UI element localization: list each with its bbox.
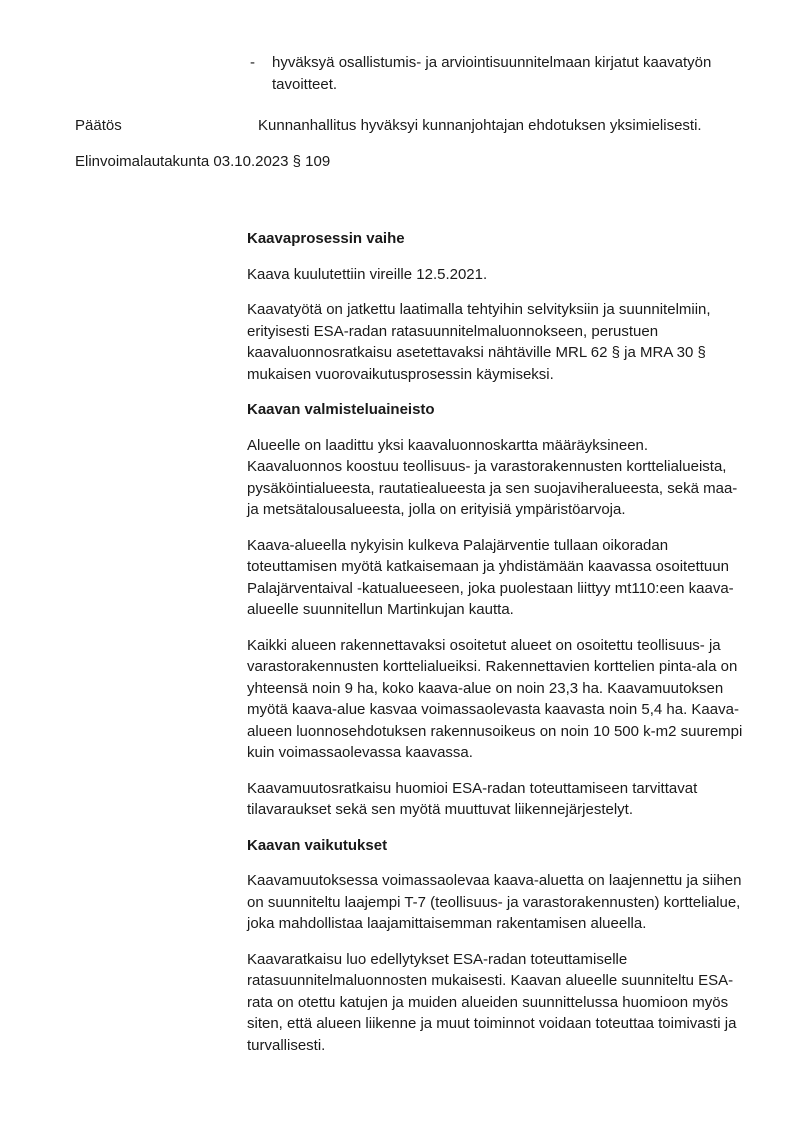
paragraph: Kaikki alueen rakennettavaksi osoitetut alueet on osoitettu teollisuus- ja varastorakennusten korttelialueiksi. Rakennettavien korttelien pinta-ala on yhteensä noin 9 ha, koko kaava-alue on noin 23,3 ha. Kaavamuutoksen myötä kaava-alue kasvaa voimassaolevasta kaavasta noin 5,4 ha. Kaava-alueen luonnosehdotuksen rakennusoikeus on noin 10 500 k-m2 suurempi kuin voimassaolevassa kaavassa. xyxy=(247,636,743,761)
paragraph: Alueelle on laadittu yksi kaavaluonnoskartta määräyksineen. Kaavaluonnos koostuu teollisuus- ja varastorakennusten korttelialueista, pysäköintialueesta, rautatiealueesta ja sen suojaviheralueesta, sekä maa- ja metsätalousalueesta, jolla on erityisiä ympäristöarvoja. xyxy=(247,436,738,518)
paragraph: Kaavamuutoksessa voimassaolevaa kaava-aluetta on laajennettu ja siihen on suunniteltu laajempi T-7 (teollisuus- ja varastorakennusten) korttelialue, joka mahdollistaa laajamittaisemman rakentamisen alueella. xyxy=(247,872,742,932)
bullet-text: hyväksyä osallistumis- ja arviointisuunnitelmaan kirjatut kaavatyön tavoitteet. xyxy=(272,54,712,93)
decision-row xyxy=(75,115,794,137)
decision-label: Päätös xyxy=(75,117,122,134)
section-heading-kaavaprosessin-vaihe: Kaavaprosessin vaihe xyxy=(247,230,405,247)
section-heading-kaavan-valmisteluaineisto: Kaavan valmisteluaineisto xyxy=(247,401,435,418)
section-heading-kaavan-vaikutukset: Kaavan vaikutukset xyxy=(247,836,388,854)
committee-heading: Elinvoimalautakunta 03.10.2023 § 109 xyxy=(75,152,331,170)
paragraph: Kaavamuutosratkaisu huomioi ESA-radan toteuttamiseen tarvittavat tilavaraukset sekä sen myötä muuttuvat liikennejärjestelyt. xyxy=(247,779,698,818)
decision-text: Kunnanhallitus hyväksyi kunnanjohtajan ehdotuksen yksimielisesti. xyxy=(258,117,702,134)
document-body xyxy=(247,228,744,1056)
paragraph: Kaava kuulutettiin vireille 12.5.2021. xyxy=(247,265,488,283)
paragraph: Kaavatyötä on jatkettu laatimalla tehtyihin selvityksiin ja suunnitelmiin, erityisesti ESA-radan ratasuunnitelmaluonnokseen, perustuen kaavaluonnosratkaisu asetettavaksi nähtäville MRL 62 § ja MRA 30 § mukaisen vuorovaikutusprosessin käymiseksi. xyxy=(247,301,711,383)
paragraph: Kaavaratkaisu luo edellytykset ESA-radan toteuttamiselle ratasuunnitelmaluonnosten mukaisesti. Kaavan alueelle suunniteltu ESA-rata on otettu katujen ja muiden alueiden suunnittelussa huomioon myös siten, että alueen liikenne ja muut toiminnot voidaan toteuttaa toimivasti ja turvallisesti. xyxy=(247,950,737,1054)
bullet-dash: - xyxy=(250,54,255,71)
bullet-item xyxy=(250,52,794,95)
paragraph: Kaava-alueella nykyisin kulkeva Palajärventie tullaan oikoradan toteuttamisen myötä katkaisemaan ja yhdistämään kaavassa osoitettuun Palajärventaival -katualueeseen, joka puolestaan liittyy mt110:een kaava-alueelle suunnitellun Martinkujan kautta. xyxy=(247,536,734,618)
